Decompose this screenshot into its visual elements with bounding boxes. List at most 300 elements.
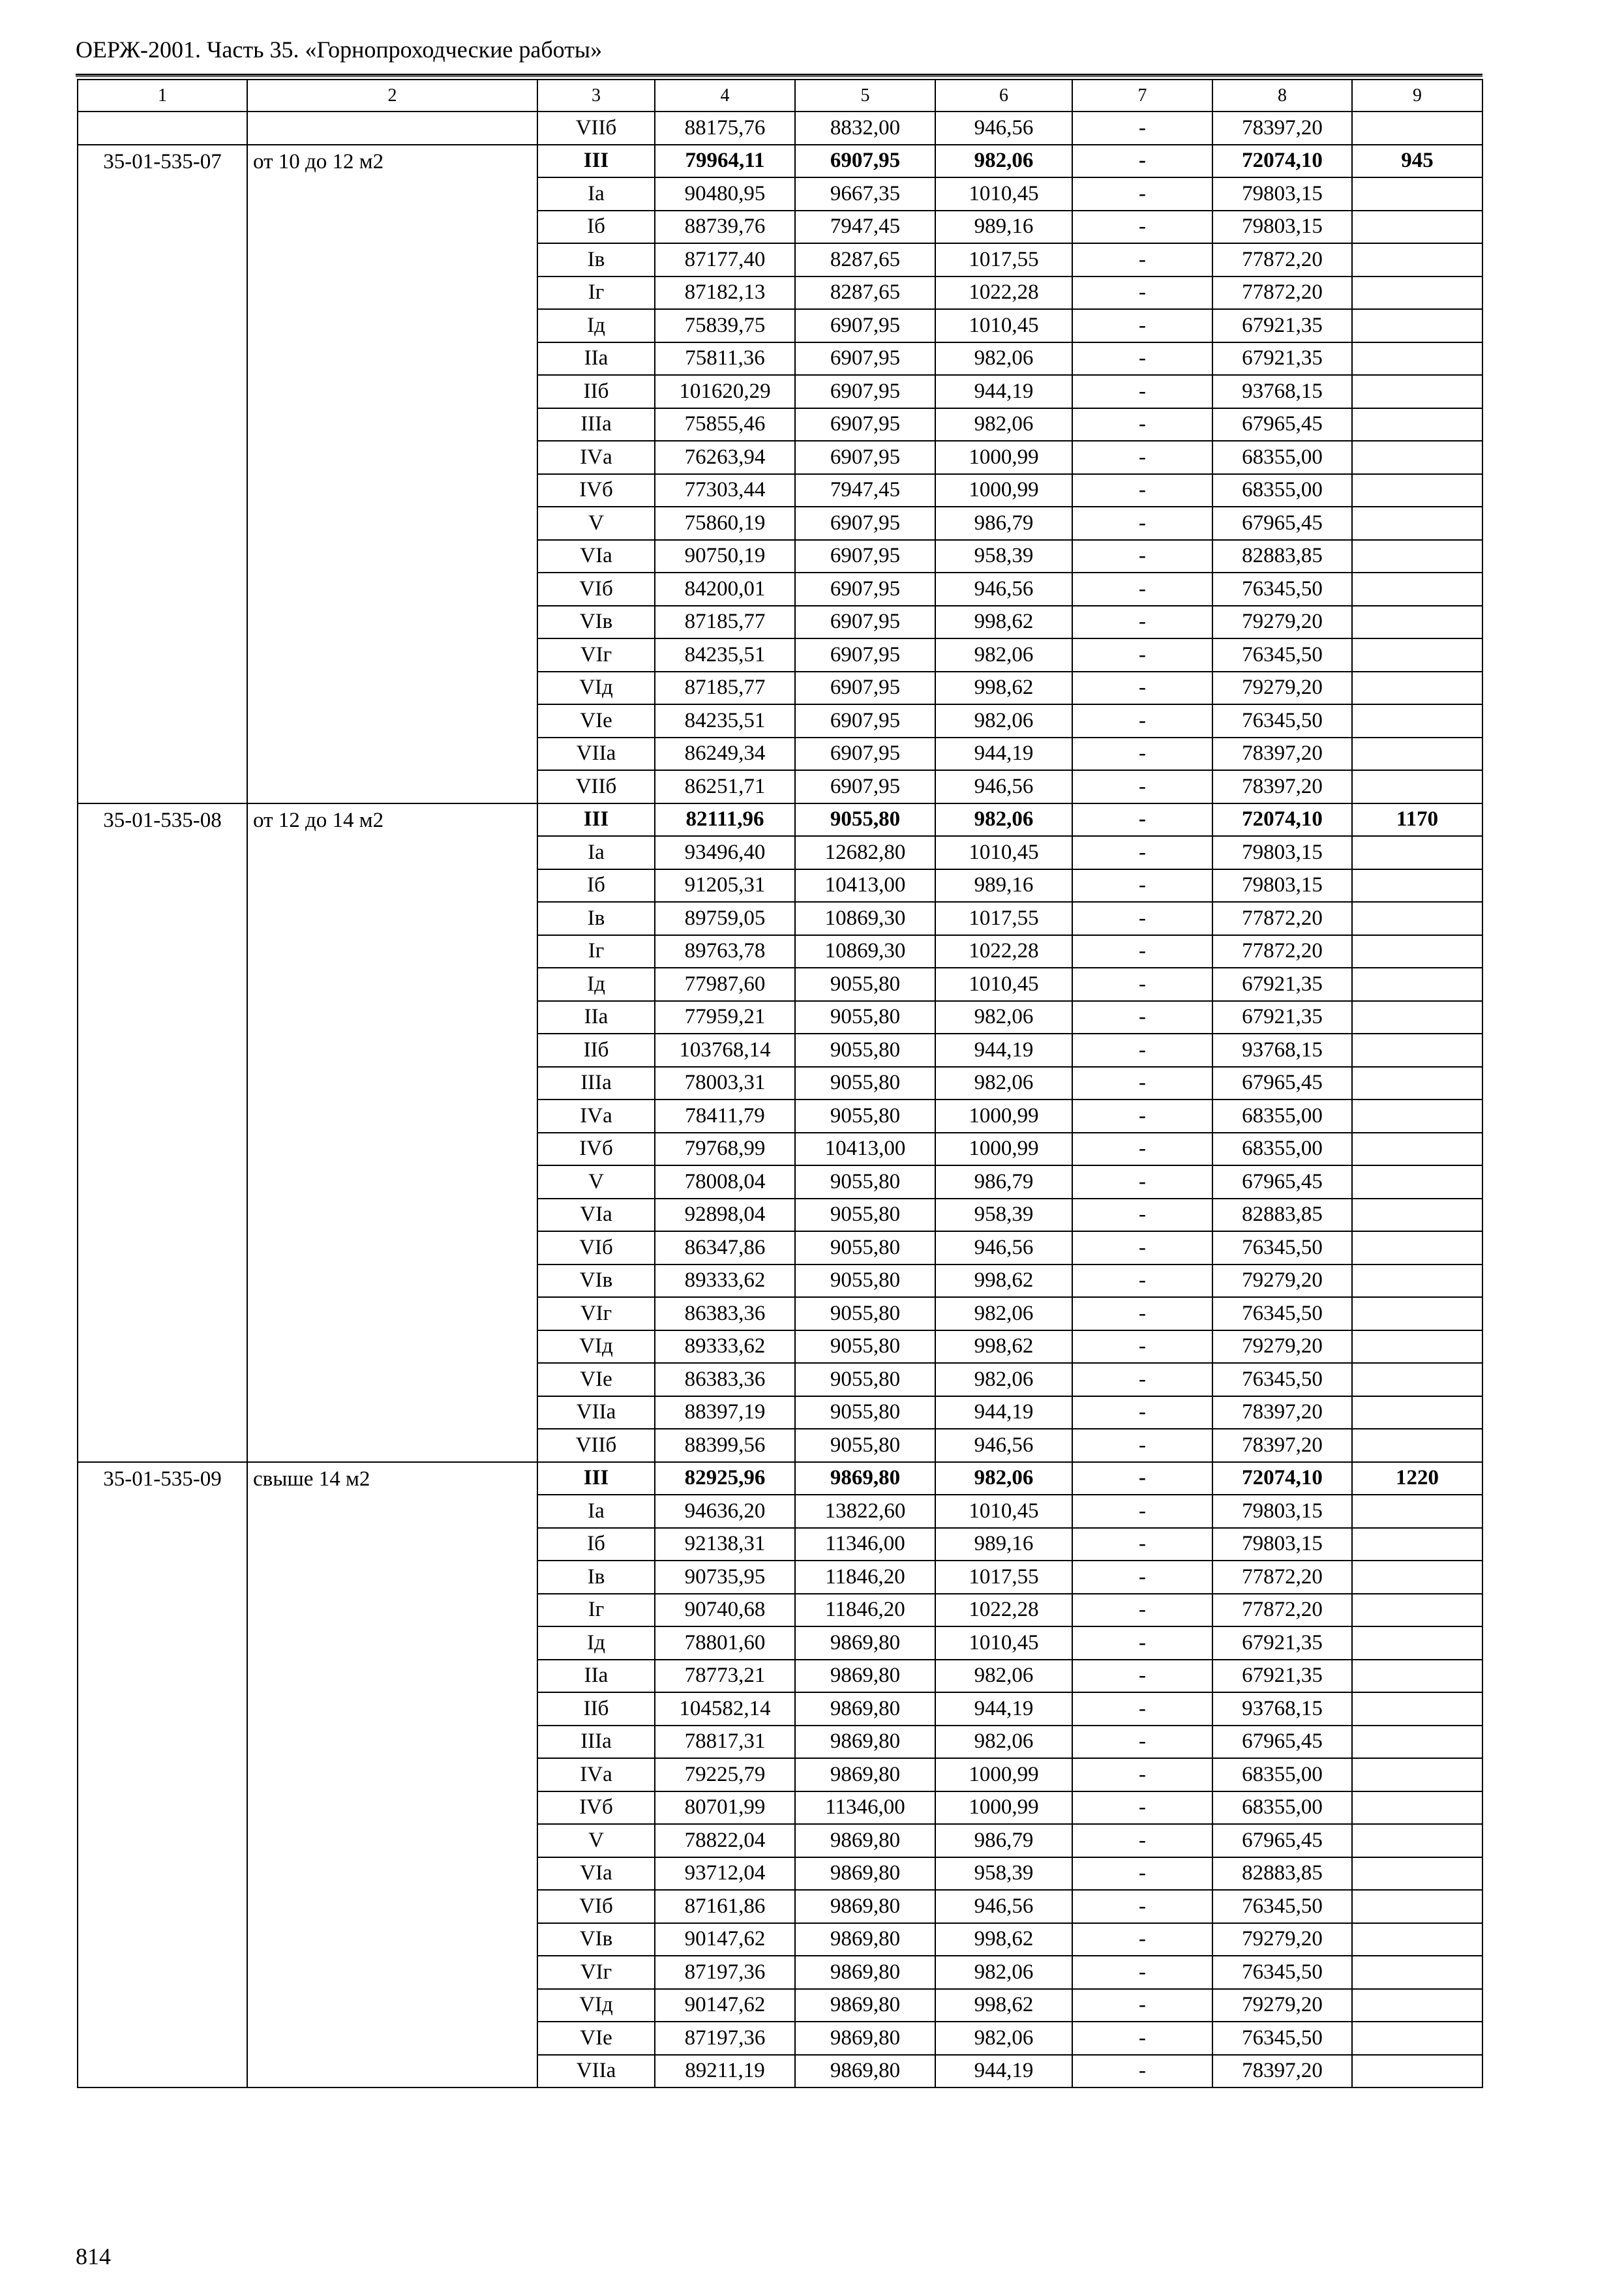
machines-cell: 1022,28 [935, 1594, 1072, 1627]
work-conditions-cell: IVа [537, 1100, 655, 1133]
wages-cell: 9055,80 [795, 1067, 935, 1100]
wages-cell: 9055,80 [795, 1363, 935, 1396]
wages-cell: 11846,20 [795, 1594, 935, 1627]
total-cost-cell: 77987,60 [655, 968, 795, 1001]
materials-cell: 79279,20 [1212, 606, 1352, 639]
work-conditions-cell: VIг [537, 1956, 655, 1989]
total-cost-cell: 86383,36 [655, 1363, 795, 1396]
wages-cell: 6907,95 [795, 738, 935, 771]
total-cost-cell: 78003,31 [655, 1067, 795, 1100]
machines-cell: 1000,99 [935, 1758, 1072, 1791]
materials-cell: 77872,20 [1212, 277, 1352, 310]
drivers-wages-cell: - [1072, 1231, 1212, 1264]
labor-cell-empty [1352, 2055, 1482, 2088]
page-number: 814 [76, 2243, 111, 2269]
drivers-wages-cell: - [1072, 1561, 1212, 1594]
labor-cell-empty [1352, 1330, 1482, 1364]
materials-cell: 67965,45 [1212, 507, 1352, 540]
wages-cell: 10413,00 [795, 1133, 935, 1166]
total-cost-cell: 75839,75 [655, 309, 795, 342]
materials-cell: 67921,35 [1212, 1001, 1352, 1034]
total-cost-cell: 76263,94 [655, 441, 795, 474]
work-conditions-cell: VIIа [537, 2055, 655, 2088]
work-conditions-cell: IIа [537, 1660, 655, 1693]
table-row [78, 803, 1482, 837]
labor-cell-empty [1352, 573, 1482, 606]
column-number-row [78, 80, 1482, 112]
labor-cell-empty [1352, 540, 1482, 573]
total-cost-cell: 89759,05 [655, 902, 795, 935]
work-conditions-cell: IIIа [537, 1726, 655, 1759]
materials-cell: 79279,20 [1212, 672, 1352, 705]
labor-cell: 1170 [1352, 803, 1482, 837]
work-conditions-cell: IIб [537, 375, 655, 408]
total-cost-cell: 86251,71 [655, 770, 795, 803]
drivers-wages-cell: - [1072, 672, 1212, 705]
work-conditions-cell: V [537, 507, 655, 540]
wages-cell: 9869,80 [795, 1857, 935, 1891]
column-number-cell: 2 [247, 80, 537, 112]
total-cost-cell: 87185,77 [655, 672, 795, 705]
machines-cell: 982,06 [935, 1462, 1072, 1495]
work-conditions-cell: IIб [537, 1692, 655, 1726]
work-conditions-cell: IIб [537, 1034, 655, 1067]
wages-cell: 9055,80 [795, 1330, 935, 1364]
wages-cell: 10869,30 [795, 935, 935, 968]
labor-cell-empty [1352, 342, 1482, 376]
labor-cell-empty [1352, 836, 1482, 869]
materials-cell: 68355,00 [1212, 1133, 1352, 1166]
column-number-cell: 9 [1352, 80, 1482, 112]
drivers-wages-cell: - [1072, 112, 1212, 145]
work-conditions-cell: VIIа [537, 738, 655, 771]
work-conditions-cell: Iг [537, 935, 655, 968]
labor-cell-empty [1352, 1857, 1482, 1891]
description-cell: от 10 до 12 м2 [247, 145, 537, 803]
total-cost-cell: 75811,36 [655, 342, 795, 376]
machines-cell: 944,19 [935, 1692, 1072, 1726]
materials-cell: 67965,45 [1212, 408, 1352, 441]
labor-cell-empty [1352, 112, 1482, 145]
total-cost-cell: 86383,36 [655, 1297, 795, 1330]
materials-cell: 77872,20 [1212, 243, 1352, 277]
work-conditions-cell: VIв [537, 606, 655, 639]
machines-cell: 982,06 [935, 1660, 1072, 1693]
materials-cell: 93768,15 [1212, 1692, 1352, 1726]
work-conditions-cell: VIIб [537, 112, 655, 145]
wages-cell: 9055,80 [795, 1001, 935, 1034]
drivers-wages-cell: - [1072, 1396, 1212, 1429]
drivers-wages-cell: - [1072, 2022, 1212, 2055]
total-cost-cell: 90740,68 [655, 1594, 795, 1627]
drivers-wages-cell: - [1072, 1462, 1212, 1495]
work-conditions-cell: IIа [537, 342, 655, 376]
work-conditions-cell: Iб [537, 1528, 655, 1561]
drivers-wages-cell: - [1072, 1791, 1212, 1825]
labor-cell-empty [1352, 1890, 1482, 1923]
work-conditions-cell: VIIа [537, 1396, 655, 1429]
materials-cell: 68355,00 [1212, 474, 1352, 507]
total-cost-cell: 90750,19 [655, 540, 795, 573]
description-cell: свыше 14 м2 [247, 1462, 537, 2088]
total-cost-cell: 82925,96 [655, 1462, 795, 1495]
drivers-wages-cell: - [1072, 474, 1212, 507]
materials-cell: 79279,20 [1212, 1923, 1352, 1956]
drivers-wages-cell: - [1072, 1594, 1212, 1627]
labor-cell-empty [1352, 1726, 1482, 1759]
materials-cell: 78397,20 [1212, 1429, 1352, 1462]
labor-cell-empty [1352, 902, 1482, 935]
materials-cell: 77872,20 [1212, 902, 1352, 935]
drivers-wages-cell: - [1072, 1528, 1212, 1561]
wages-cell: 9055,80 [795, 1199, 935, 1232]
materials-cell: 78397,20 [1212, 2055, 1352, 2088]
total-cost-cell: 79225,79 [655, 1758, 795, 1791]
total-cost-cell: 87197,36 [655, 2022, 795, 2055]
drivers-wages-cell: - [1072, 638, 1212, 672]
materials-cell: 67921,35 [1212, 1626, 1352, 1660]
labor-cell-empty [1352, 935, 1482, 968]
machines-cell: 982,06 [935, 342, 1072, 376]
total-cost-cell: 94636,20 [655, 1495, 795, 1528]
drivers-wages-cell: - [1072, 2055, 1212, 2088]
materials-cell: 79279,20 [1212, 1330, 1352, 1364]
total-cost-cell: 75860,19 [655, 507, 795, 540]
machines-cell: 1010,45 [935, 1495, 1072, 1528]
wages-cell: 9869,80 [795, 1758, 935, 1791]
drivers-wages-cell: - [1072, 1989, 1212, 2022]
labor-cell-empty [1352, 672, 1482, 705]
materials-cell: 79279,20 [1212, 1264, 1352, 1298]
machines-cell: 944,19 [935, 738, 1072, 771]
labor-cell-empty [1352, 1528, 1482, 1561]
labor-cell-empty [1352, 1989, 1482, 2022]
materials-cell: 78397,20 [1212, 770, 1352, 803]
materials-cell: 78397,20 [1212, 112, 1352, 145]
drivers-wages-cell: - [1072, 1660, 1212, 1693]
total-cost-cell: 88175,76 [655, 112, 795, 145]
drivers-wages-cell: - [1072, 869, 1212, 903]
drivers-wages-cell: - [1072, 277, 1212, 310]
column-number-cell: 7 [1072, 80, 1212, 112]
labor-cell-empty [1352, 1231, 1482, 1264]
wages-cell: 9869,80 [795, 2055, 935, 2088]
machines-cell: 982,06 [935, 145, 1072, 178]
column-number-cell: 8 [1212, 80, 1352, 112]
labor-cell-empty [1352, 770, 1482, 803]
work-conditions-cell: VIв [537, 1264, 655, 1298]
drivers-wages-cell: - [1072, 738, 1212, 771]
materials-cell: 68355,00 [1212, 1758, 1352, 1791]
materials-cell: 76345,50 [1212, 1297, 1352, 1330]
total-cost-cell: 79768,99 [655, 1133, 795, 1166]
materials-cell: 82883,85 [1212, 1199, 1352, 1232]
work-conditions-cell: IIа [537, 1001, 655, 1034]
drivers-wages-cell: - [1072, 243, 1212, 277]
work-conditions-cell: Iб [537, 869, 655, 903]
materials-cell: 72074,10 [1212, 1462, 1352, 1495]
work-conditions-cell: IVб [537, 474, 655, 507]
labor-cell-empty [1352, 1692, 1482, 1726]
materials-cell: 76345,50 [1212, 1231, 1352, 1264]
labor-cell-empty [1352, 869, 1482, 903]
labor-cell-empty [1352, 1923, 1482, 1956]
work-conditions-cell: Iг [537, 277, 655, 310]
wages-cell: 9869,80 [795, 1890, 935, 1923]
machines-cell: 989,16 [935, 211, 1072, 244]
machines-cell: 946,56 [935, 112, 1072, 145]
machines-cell: 982,06 [935, 408, 1072, 441]
wages-cell: 9055,80 [795, 1396, 935, 1429]
total-cost-cell: 87185,77 [655, 606, 795, 639]
labor-cell-empty [1352, 606, 1482, 639]
machines-cell: 998,62 [935, 1989, 1072, 2022]
materials-cell: 72074,10 [1212, 803, 1352, 837]
machines-cell: 944,19 [935, 1034, 1072, 1067]
work-conditions-cell: IVб [537, 1133, 655, 1166]
machines-cell: 946,56 [935, 573, 1072, 606]
wages-cell: 6907,95 [795, 770, 935, 803]
drivers-wages-cell: - [1072, 342, 1212, 376]
labor-cell-empty [1352, 277, 1482, 310]
work-conditions-cell: VIа [537, 540, 655, 573]
machines-cell: 982,06 [935, 2022, 1072, 2055]
total-cost-cell: 86347,86 [655, 1231, 795, 1264]
wages-cell: 9869,80 [795, 2022, 935, 2055]
wages-cell: 9055,80 [795, 1264, 935, 1298]
total-cost-cell: 89211,19 [655, 2055, 795, 2088]
labor-cell-empty [1352, 968, 1482, 1001]
drivers-wages-cell: - [1072, 1692, 1212, 1726]
wages-cell: 10413,00 [795, 869, 935, 903]
drivers-wages-cell: - [1072, 211, 1212, 244]
machines-cell: 1017,55 [935, 902, 1072, 935]
drivers-wages-cell: - [1072, 540, 1212, 573]
wages-cell: 9055,80 [795, 1429, 935, 1462]
wages-cell: 11346,00 [795, 1791, 935, 1825]
machines-cell: 946,56 [935, 770, 1072, 803]
table-row [78, 145, 1482, 178]
code-cell: 35-01-535-07 [78, 145, 247, 803]
drivers-wages-cell: - [1072, 902, 1212, 935]
machines-cell: 998,62 [935, 1330, 1072, 1364]
work-conditions-cell: IIIа [537, 1067, 655, 1100]
total-cost-cell: 87161,86 [655, 1890, 795, 1923]
labor-cell-empty [1352, 1495, 1482, 1528]
drivers-wages-cell: - [1072, 1034, 1212, 1067]
labor-cell-empty [1352, 1165, 1482, 1199]
total-cost-cell: 79964,11 [655, 145, 795, 178]
total-cost-cell: 93496,40 [655, 836, 795, 869]
machines-cell: 982,06 [935, 1363, 1072, 1396]
labor-cell-empty [1352, 638, 1482, 672]
work-conditions-cell: VIд [537, 672, 655, 705]
work-conditions-cell: VIа [537, 1199, 655, 1232]
machines-cell: 1010,45 [935, 177, 1072, 211]
materials-cell: 67965,45 [1212, 1067, 1352, 1100]
drivers-wages-cell: - [1072, 1067, 1212, 1100]
wages-cell: 6907,95 [795, 638, 935, 672]
wages-cell: 6907,95 [795, 309, 935, 342]
machines-cell: 1000,99 [935, 1100, 1072, 1133]
drivers-wages-cell: - [1072, 1626, 1212, 1660]
labor-cell-empty [1352, 474, 1482, 507]
machines-cell: 958,39 [935, 1857, 1072, 1891]
wages-cell: 9869,80 [795, 1923, 935, 1956]
wages-cell: 8287,65 [795, 243, 935, 277]
drivers-wages-cell: - [1072, 1330, 1212, 1364]
wages-cell: 9869,80 [795, 1726, 935, 1759]
drivers-wages-cell: - [1072, 507, 1212, 540]
work-conditions-cell: Iв [537, 902, 655, 935]
materials-cell: 93768,15 [1212, 375, 1352, 408]
total-cost-cell: 78822,04 [655, 1824, 795, 1857]
machines-cell: 998,62 [935, 606, 1072, 639]
labor-cell-empty [1352, 309, 1482, 342]
materials-cell: 76345,50 [1212, 704, 1352, 738]
column-number-cell: 5 [795, 80, 935, 112]
drivers-wages-cell: - [1072, 408, 1212, 441]
materials-cell: 67921,35 [1212, 968, 1352, 1001]
table-row [78, 1462, 1482, 1495]
labor-cell-empty [1352, 1396, 1482, 1429]
total-cost-cell: 90147,62 [655, 1989, 795, 2022]
column-number-cell: 3 [537, 80, 655, 112]
wages-cell: 11346,00 [795, 1528, 935, 1561]
materials-cell: 93768,15 [1212, 1034, 1352, 1067]
total-cost-cell: 78801,60 [655, 1626, 795, 1660]
materials-cell: 67921,35 [1212, 342, 1352, 376]
total-cost-cell: 90735,95 [655, 1561, 795, 1594]
machines-cell: 1017,55 [935, 243, 1072, 277]
drivers-wages-cell: - [1072, 441, 1212, 474]
labor-cell-empty [1352, 375, 1482, 408]
column-number-cell: 4 [655, 80, 795, 112]
materials-cell: 67965,45 [1212, 1165, 1352, 1199]
total-cost-cell: 78817,31 [655, 1726, 795, 1759]
materials-cell: 77872,20 [1212, 1594, 1352, 1627]
machines-cell: 944,19 [935, 1396, 1072, 1429]
materials-cell: 79803,15 [1212, 177, 1352, 211]
total-cost-cell: 87197,36 [655, 1956, 795, 1989]
work-conditions-cell: Iа [537, 177, 655, 211]
total-cost-cell: 104582,14 [655, 1692, 795, 1726]
wages-cell: 12682,80 [795, 836, 935, 869]
labor-cell-empty [1352, 1199, 1482, 1232]
work-conditions-cell: Iа [537, 836, 655, 869]
materials-cell: 72074,10 [1212, 145, 1352, 178]
machines-cell: 944,19 [935, 2055, 1072, 2088]
labor-cell-empty [1352, 1956, 1482, 1989]
drivers-wages-cell: - [1072, 1100, 1212, 1133]
work-conditions-cell: VIб [537, 1231, 655, 1264]
machines-cell: 989,16 [935, 1528, 1072, 1561]
work-conditions-cell: VIIб [537, 1429, 655, 1462]
machines-cell: 1022,28 [935, 935, 1072, 968]
machines-cell: 982,06 [935, 638, 1072, 672]
wages-cell: 9055,80 [795, 968, 935, 1001]
wages-cell: 9055,80 [795, 803, 935, 837]
materials-cell: 77872,20 [1212, 1561, 1352, 1594]
wages-cell: 9055,80 [795, 1165, 935, 1199]
work-conditions-cell: Iа [537, 1495, 655, 1528]
wages-cell: 9869,80 [795, 1626, 935, 1660]
labor-cell-empty [1352, 1133, 1482, 1166]
materials-cell: 76345,50 [1212, 1956, 1352, 1989]
machines-cell: 982,06 [935, 1956, 1072, 1989]
materials-cell: 78397,20 [1212, 1396, 1352, 1429]
work-conditions-cell: VIг [537, 638, 655, 672]
wages-cell: 9869,80 [795, 1660, 935, 1693]
total-cost-cell: 77303,44 [655, 474, 795, 507]
materials-cell: 76345,50 [1212, 638, 1352, 672]
work-conditions-cell: Iв [537, 1561, 655, 1594]
drivers-wages-cell: - [1072, 177, 1212, 211]
materials-cell: 67965,45 [1212, 1726, 1352, 1759]
work-conditions-cell: IVа [537, 441, 655, 474]
wages-cell: 9055,80 [795, 1100, 935, 1133]
materials-cell: 68355,00 [1212, 1791, 1352, 1825]
wages-cell: 9055,80 [795, 1231, 935, 1264]
work-conditions-cell: VIе [537, 1363, 655, 1396]
machines-cell: 1017,55 [935, 1561, 1072, 1594]
labor-cell-empty [1352, 1001, 1482, 1034]
total-cost-cell: 91205,31 [655, 869, 795, 903]
total-cost-cell: 80701,99 [655, 1791, 795, 1825]
total-cost-cell: 88399,56 [655, 1429, 795, 1462]
drivers-wages-cell: - [1072, 375, 1212, 408]
wages-cell: 6907,95 [795, 342, 935, 376]
machines-cell: 982,06 [935, 1001, 1072, 1034]
rates-table [77, 79, 1483, 2088]
drivers-wages-cell: - [1072, 704, 1212, 738]
total-cost-cell: 87177,40 [655, 243, 795, 277]
materials-cell: 67921,35 [1212, 309, 1352, 342]
machines-cell: 1010,45 [935, 836, 1072, 869]
drivers-wages-cell: - [1072, 1297, 1212, 1330]
labor-cell-empty [1352, 1626, 1482, 1660]
machines-cell: 998,62 [935, 672, 1072, 705]
description-cell-empty [247, 112, 537, 145]
work-conditions-cell: VIв [537, 1923, 655, 1956]
labor-cell-empty [1352, 1660, 1482, 1693]
work-conditions-cell: III [537, 1462, 655, 1495]
machines-cell: 958,39 [935, 540, 1072, 573]
labor-cell-empty [1352, 1791, 1482, 1825]
work-conditions-cell: Iд [537, 1626, 655, 1660]
wages-cell: 6907,95 [795, 375, 935, 408]
total-cost-cell: 84235,51 [655, 638, 795, 672]
materials-cell: 79803,15 [1212, 869, 1352, 903]
total-cost-cell: 78008,04 [655, 1165, 795, 1199]
wages-cell: 6907,95 [795, 540, 935, 573]
materials-cell: 82883,85 [1212, 1857, 1352, 1891]
work-conditions-cell: VIа [537, 1857, 655, 1891]
total-cost-cell: 93712,04 [655, 1857, 795, 1891]
drivers-wages-cell: - [1072, 309, 1212, 342]
machines-cell: 998,62 [935, 1923, 1072, 1956]
materials-cell: 79279,20 [1212, 1989, 1352, 2022]
materials-cell: 79803,15 [1212, 1495, 1352, 1528]
wages-cell: 6907,95 [795, 507, 935, 540]
materials-cell: 68355,00 [1212, 441, 1352, 474]
labor-cell-empty [1352, 1264, 1482, 1298]
wages-cell: 7947,45 [795, 474, 935, 507]
materials-cell: 76345,50 [1212, 1890, 1352, 1923]
wages-cell: 9055,80 [795, 1297, 935, 1330]
labor-cell-empty [1352, 1758, 1482, 1791]
wages-cell: 8287,65 [795, 277, 935, 310]
